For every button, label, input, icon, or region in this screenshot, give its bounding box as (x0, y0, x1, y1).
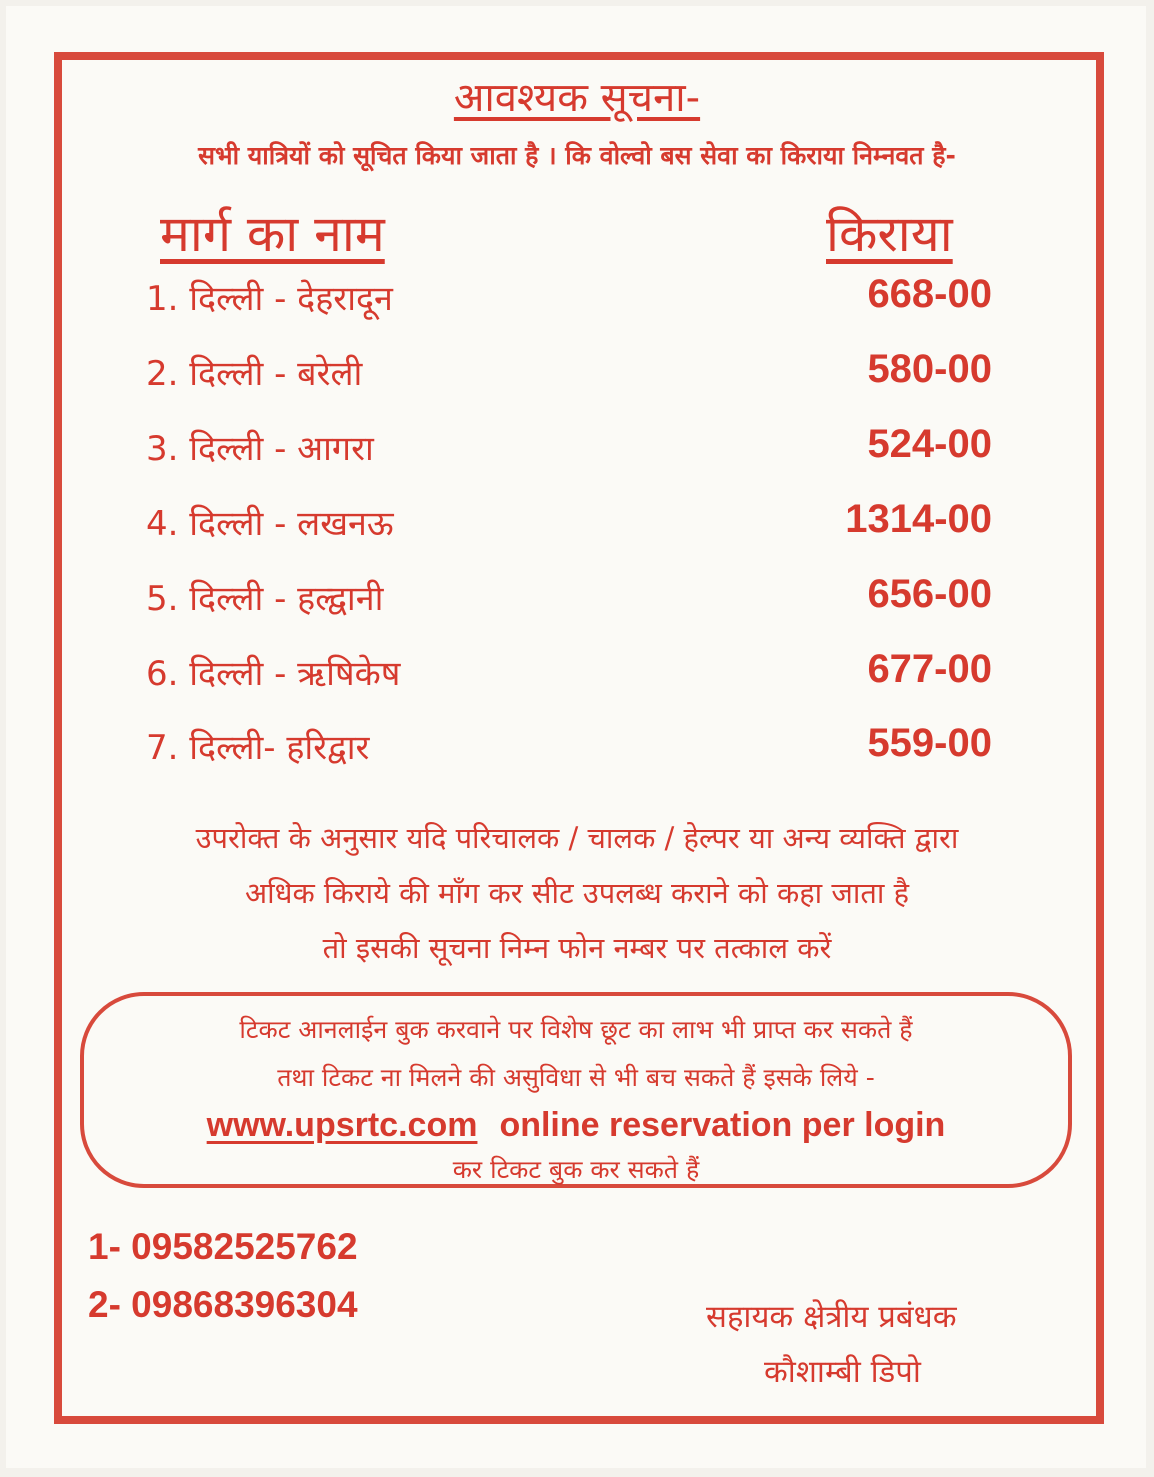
upsrtc-website-link[interactable]: www.upsrtc.com (206, 1106, 478, 1144)
phone-number-1: 1- 09582525762 (88, 1226, 358, 1267)
route-name: 1. दिल्ली - देहरादून (146, 279, 393, 319)
route-fare: 559-00 (867, 721, 992, 765)
warning-line-1: उपरोक्त के अनुसार यदि परिचालक / चालक / हेल्पर या अन्य व्यक्ति द्वारा (195, 821, 959, 855)
fare-column-header: किराया (826, 205, 953, 263)
depot-name: कौशाम्बी डिपो (764, 1354, 921, 1390)
route-fare: 1314-00 (845, 497, 992, 541)
route-name: 5. दिल्ली - हल्द्वानी (146, 579, 384, 619)
signatory-title: सहायक क्षेत्रीय प्रबंधक (706, 1299, 957, 1335)
route-name: 2. दिल्ली - बरेली (146, 354, 363, 394)
notice-intro: सभी यात्रियों को सूचित किया जाता है । कि वोल्वो बस सेवा का किराया निम्नवत है- (198, 141, 956, 170)
online-reservation-line (80, 1106, 1072, 1145)
route-name: 7. दिल्ली- हरिद्वार (146, 728, 370, 768)
route-name: 4. दिल्ली - लखनऊ (146, 504, 394, 544)
route-fare: 677-00 (867, 647, 992, 691)
route-fare: 668-00 (867, 272, 992, 316)
online-box-line-1: टिकट आनलाईन बुक करवाने पर विशेष छूट का लाभ भी प्राप्त कर सकते हैं (239, 1015, 913, 1044)
online-box-line-2: तथा टिकट ना मिलने की असुविधा से भी बच सकते हैं इसके लिये - (277, 1063, 875, 1092)
online-box-line-4: कर टिकट बुक कर सकते हैं (452, 1155, 700, 1184)
route-fare: 524-00 (867, 422, 992, 466)
route-column-header: मार्ग का नाम (160, 205, 385, 263)
route-fare: 656-00 (867, 572, 992, 616)
route-name: 6. दिल्ली - ऋषिकेष (146, 654, 401, 694)
notice-heading: आवश्यक सूचना- (453, 75, 701, 121)
online-reservation-text: online reservation per login (499, 1106, 946, 1144)
route-name: 3. दिल्ली - आगरा (146, 429, 374, 469)
warning-line-2: अधिक किराये की माँग कर सीट उपलब्ध कराने को कहा जाता है (244, 876, 910, 910)
route-fare: 580-00 (867, 347, 992, 391)
warning-line-3: तो इसकी सूचना निम्न फोन नम्बर पर तत्काल करें (322, 931, 832, 965)
phone-number-2: 2- 09868396304 (88, 1284, 358, 1325)
